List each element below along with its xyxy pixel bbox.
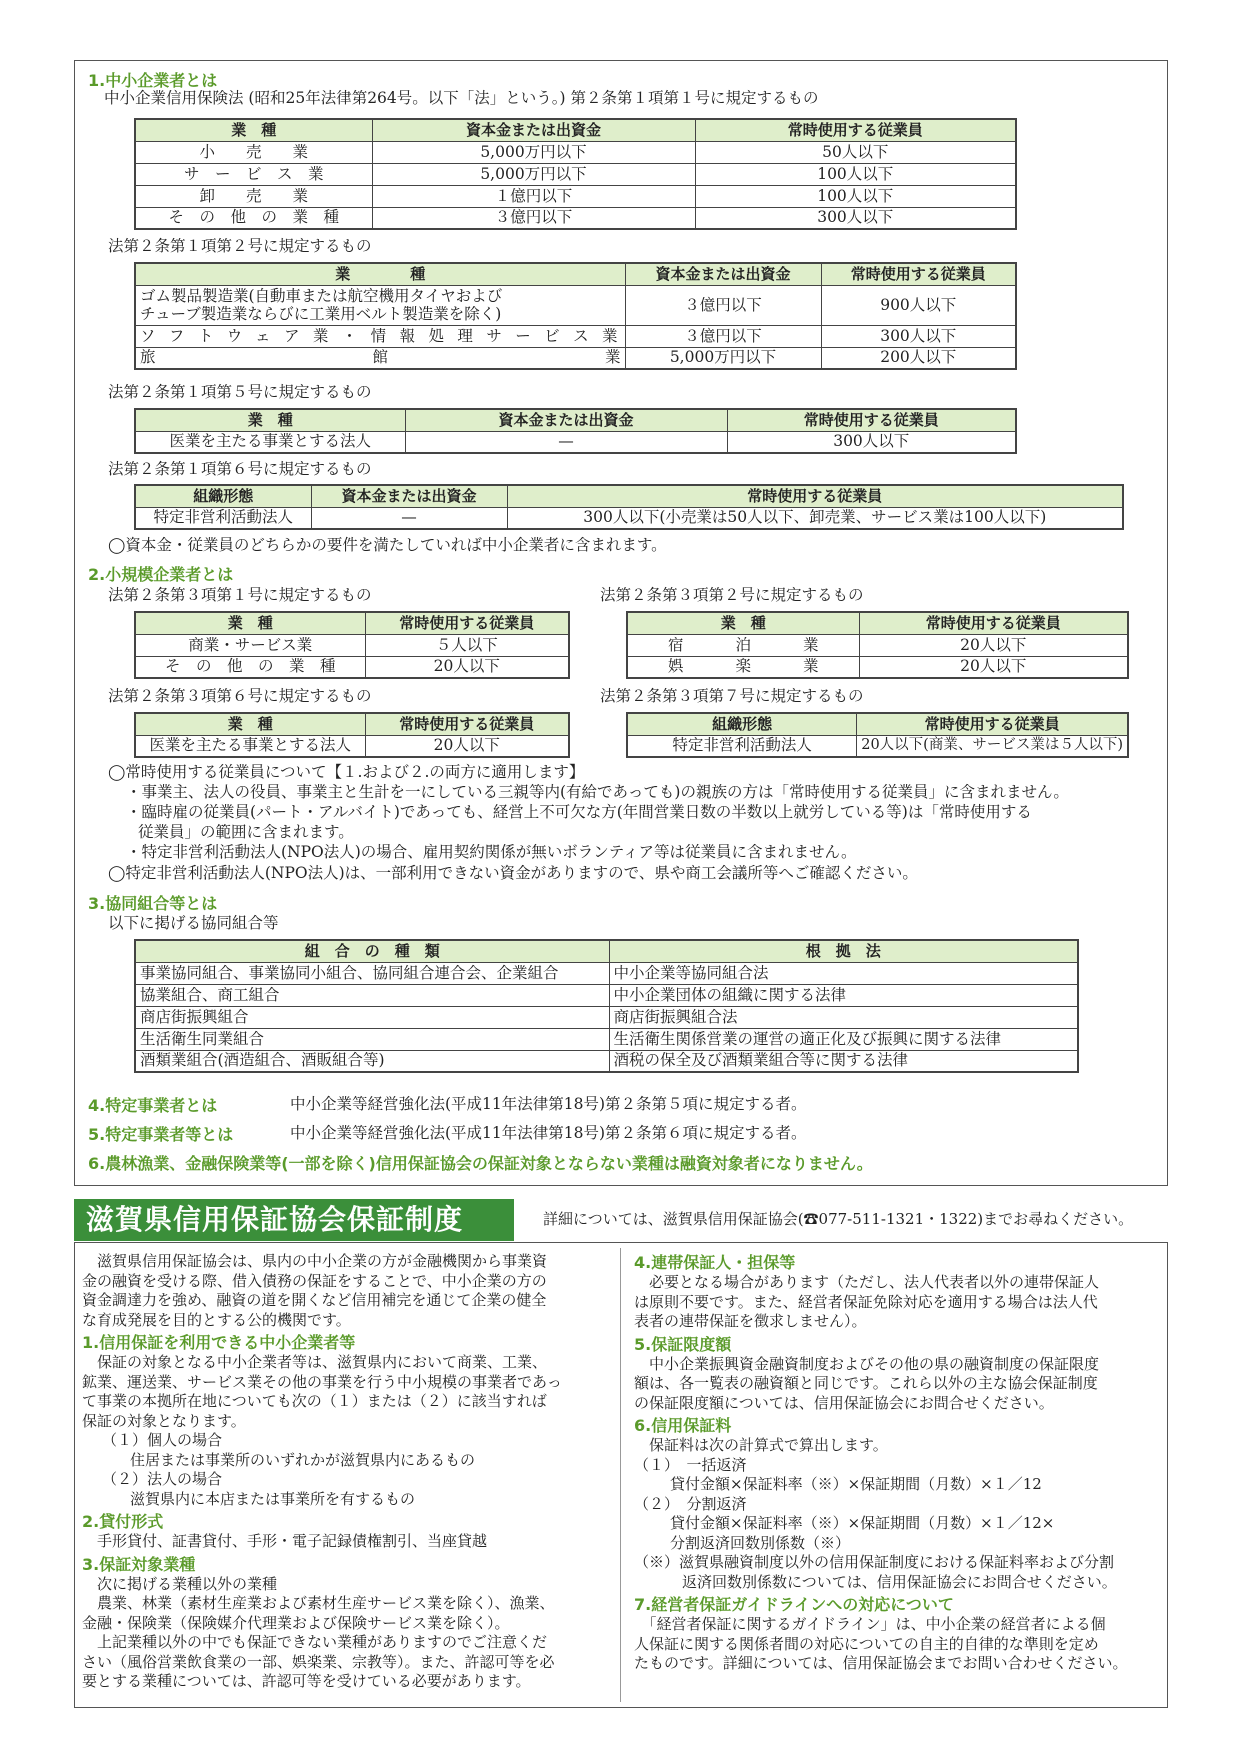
intro-line: な育成発展を目的とする公的機関です。 <box>82 1310 351 1329</box>
body-line: （２） 分割返済 <box>634 1494 747 1513</box>
cell: 商業・サービス業 <box>135 634 365 656</box>
table-1-2 <box>134 262 1017 370</box>
table-2-a <box>134 611 570 679</box>
left-heading-3: 3.保証対象業種 <box>82 1554 196 1574</box>
cell: 50人以下 <box>695 141 1016 163</box>
th: 業 種 <box>135 263 625 285</box>
table-row <box>135 984 1078 1006</box>
cell: 300人以下 <box>727 431 1016 453</box>
body-line: 「経営者保証に関するガイドライン」は、中小企業の経営者による個 <box>634 1615 1106 1633</box>
cell: 100人以下 <box>695 185 1016 207</box>
table-row <box>135 325 1016 347</box>
body-line: さい（風俗営業飲食業の一部、娯楽業、宗教等）。また、許認可等を必 <box>82 1652 555 1671</box>
section-3-title: 3.協同組合等とは <box>88 894 218 913</box>
table-row <box>135 185 1016 207</box>
right-column <box>634 1250 1162 1674</box>
cell: 20人以下 <box>859 634 1128 656</box>
employee-note-2b: 従業員」の範囲に含まれます。 <box>138 823 354 841</box>
th: 業 種 <box>135 612 365 634</box>
th: 業 種 <box>135 409 405 431</box>
body-line: 金融・保険業（保険媒介代理業および保険サービス業を除く）。 <box>82 1613 510 1632</box>
sub-1-6: 法第２条第１項第６号に規定するもの <box>108 460 372 478</box>
body-line: （１）個人の場合 <box>102 1431 223 1449</box>
th: 組織形態 <box>135 485 311 507</box>
cell: 小 売 業 <box>135 141 372 163</box>
cell: — <box>311 507 507 529</box>
intro-line: 金の融資を受ける際、借入債務の保証をすることで、中小企業の方の <box>82 1271 547 1290</box>
table-row <box>135 347 1016 369</box>
cell: 20人以下(商業、サービス業は５人以下) <box>857 735 1128 757</box>
left-heading-1: 1.信用保証を利用できる中小企業者等 <box>82 1333 356 1352</box>
table-2-c <box>134 712 570 758</box>
cell: ３億円以下 <box>372 207 695 229</box>
body-line: 返済回数別係数については、信用保証協会にお問合せください。 <box>682 1572 1117 1591</box>
cell: 特定非営利活動法人 <box>135 507 311 529</box>
body-line: 保証の対象となる中小企業者等は、滋賀県内において商業、工業、 <box>82 1353 548 1371</box>
cell: 宿泊業 <box>627 634 859 656</box>
body-line: 次に掲げる業種以外の業種 <box>82 1574 278 1593</box>
section-3-intro: 以下に掲げる協同組合等 <box>108 914 279 932</box>
cell: ３億円以下 <box>625 325 821 347</box>
table-1-5 <box>134 408 1017 454</box>
body-line: て事業の本拠所在地についても次の（１）または（２）に該当すれば <box>82 1392 547 1410</box>
left-column <box>82 1252 610 1692</box>
right-heading-6: 6.信用保証料 <box>634 1416 732 1435</box>
section-1-note: ◯資本金・従業員のどちらかの要件を満たしていれば中小企業者に含まれます。 <box>108 536 667 554</box>
cell: サ ー ビ ス 業 <box>135 163 372 185</box>
sub-1-5: 法第２条第１項第５号に規定するもの <box>108 383 372 401</box>
body-line: たものです。詳細については、信用保証協会までお問い合わせください。 <box>634 1654 1128 1672</box>
table-row <box>627 735 1128 757</box>
cell: 酒税の保全及び酒類業組合等に関する法律 <box>609 1050 1078 1072</box>
table-row <box>135 962 1078 984</box>
body-line: （１） 一括返済 <box>634 1455 747 1474</box>
cell-line: ゴム製品製造業(自動車または航空機用タイヤおよび <box>140 287 503 305</box>
cell: 5,000万円以下 <box>372 163 695 185</box>
cell: 100人以下 <box>695 163 1016 185</box>
th: 資本金または出資金 <box>625 263 821 285</box>
th: 業 種 <box>135 713 365 735</box>
table-row <box>135 507 1123 529</box>
cell: 5,000万円以下 <box>625 347 821 369</box>
cell: 協業組合、商工組合 <box>135 984 609 1006</box>
right-heading-4: 4.連帯保証人・担保等 <box>634 1253 796 1272</box>
body-line: は原則不要です。また、経営者保証免除対応を適用する場合は法人代 <box>634 1292 1098 1311</box>
guarantee-system-banner: 滋賀県信用保証協会保証制度 <box>74 1199 514 1241</box>
body-line: の保証限度額については、信用保証協会にお問合せください。 <box>634 1393 1054 1412</box>
body-line: 貸付金額×保証料率（※）×保証期間（月数）×１／12× <box>670 1514 1055 1532</box>
th: 常時使用する従業員 <box>821 263 1016 285</box>
section-4-title: 4.特定事業者とは <box>88 1096 218 1115</box>
table-row <box>135 735 569 757</box>
cell: 特定非営利活動法人 <box>627 735 857 757</box>
cell: 中小企業団体の組織に関する法律 <box>609 984 1078 1006</box>
cell: 20人以下 <box>859 656 1128 678</box>
cell: 300人以下 <box>695 207 1016 229</box>
body-line: 人保証に関する関係者間の対応についての自主的自律的な準則を定め <box>634 1634 1099 1653</box>
employee-note-1: ・事業主、法人の役員、事業主と生計を一にしている三親等内(有給であっても)の親族の方は「常時使用する従業員」に含まれません。 <box>126 783 1069 801</box>
body-line: （２）法人の場合 <box>102 1470 223 1488</box>
table-row <box>135 1006 1078 1028</box>
body-line: 上記業種以外の中でも保証できない業種がありますのでご注意くだ <box>82 1633 548 1651</box>
npo-note: ◯特定非営利活動法人(NPO法人)は、一部利用できない資金がありますので、県や商工会議所等へご確認ください。 <box>108 864 918 882</box>
section-5-title: 5.特定事業者等とは <box>88 1125 234 1144</box>
body-line: 保証料は次の計算式で算出します。 <box>634 1436 888 1454</box>
cell: ５人以下 <box>365 634 569 656</box>
intro-line: 資金調達力を強め、融資の道を開くなど信用補完を通じて企業の健全 <box>82 1291 547 1309</box>
cell: 200人以下 <box>821 347 1016 369</box>
body-line: 貸付金額×保証料率（※）×保証期間（月数）×１／12 <box>670 1475 1042 1493</box>
section-4-text: 中小企業等経営強化法(平成11年法律第18号)第２条第５項に規定する者。 <box>290 1095 807 1113</box>
th: 資本金または出資金 <box>311 485 507 507</box>
cell: １億円以下 <box>372 185 695 207</box>
sub-2-d: 法第２条第３項第７号に規定するもの <box>600 687 864 705</box>
body-line: （※）滋賀県融資制度以外の信用保証制度における保証料率および分割 <box>634 1553 1115 1571</box>
cell: 生活衛生同業組合 <box>135 1028 609 1050</box>
body-line: 要とする業種については、許認可等を受けている必要があります。 <box>82 1672 531 1690</box>
cell: 卸 売 業 <box>135 185 372 207</box>
body-line: 表者の連帯保証を徴求しません）。 <box>634 1312 867 1330</box>
th: 常時使用する従業員 <box>857 713 1128 735</box>
section-1-intro: 中小企業信用保険法 (昭和25年法律第264号。以下「法」という。) 第２条第１項第１号に規定するもの <box>104 89 819 107</box>
table-row <box>135 431 1016 453</box>
right-heading-5: 5.保証限度額 <box>634 1334 732 1354</box>
cell: 900人以下 <box>821 285 1016 325</box>
cell-line: チューブ製造業ならびに工業用ベルト製造業を除く) <box>140 305 502 323</box>
table-row <box>135 141 1016 163</box>
sub-2-a: 法第２条第３項第１号に規定するもの <box>108 586 372 604</box>
body-line: 額は、各一覧表の融資額と同じです。これら以外の主な協会保証制度 <box>634 1374 1098 1392</box>
cell: 生活衛生関係営業の運営の適正化及び振興に関する法律 <box>609 1028 1078 1050</box>
cell: ソフトウェア業・情報処理サービス業 <box>135 325 625 347</box>
table-row <box>135 163 1016 185</box>
table-2-b <box>626 611 1129 679</box>
banner-contact: 詳細については、滋賀県信用保証協会(☎077-511-1321・1322)までお尋ねください。 <box>543 1210 1134 1228</box>
th: 常時使用する従業員 <box>365 612 569 634</box>
table-1-6 <box>134 484 1124 530</box>
th: 業 種 <box>135 119 372 141</box>
th: 常時使用する従業員 <box>695 119 1016 141</box>
body-line: 中小企業振興資金融資制度およびその他の県の融資制度の保証限度 <box>634 1354 1100 1373</box>
cell: 300人以下(小売業は50人以下、卸売業、サービス業は100人以下) <box>507 507 1123 529</box>
cell: 5,000万円以下 <box>372 141 695 163</box>
cell: 医業を主たる事業とする法人 <box>135 735 365 757</box>
body-line: 保証の対象となります。 <box>82 1411 246 1430</box>
cell: 娯楽業 <box>627 656 859 678</box>
table-row <box>135 1050 1078 1072</box>
th: 常時使用する従業員 <box>859 612 1128 634</box>
body-line: 住居または事業所のいずれかが滋賀県内にあるもの <box>130 1450 476 1469</box>
table-row <box>135 634 569 656</box>
th: 資本金または出資金 <box>372 119 695 141</box>
cell: 旅館業 <box>135 347 625 369</box>
employee-note-title: ◯常時使用する従業員について【１.および２.の両方に適用します】 <box>108 763 585 781</box>
cell: 商店街振興組合法 <box>609 1006 1078 1028</box>
th: 常時使用する従業員 <box>507 485 1123 507</box>
th: 組 合 の 種 類 <box>135 940 609 962</box>
column-divider <box>620 1248 621 1702</box>
section-1-title: 1.中小企業者とは <box>88 71 218 90</box>
cell: 20人以下 <box>365 656 569 678</box>
employee-note-3: ・特定非営利活動法人(NPO法人)の場合、雇用契約関係が無いボランティア等は従業員に含まれません。 <box>126 843 857 861</box>
cell: そ の 他 の 業 種 <box>135 656 365 678</box>
table-3 <box>134 939 1079 1073</box>
employee-note-2: ・臨時雇の従業員(パート・アルバイト)であっても、経営上不可欠な方(年間営業日数の半数以上就労している等)は「常時使用する <box>126 803 1032 821</box>
table-1-1 <box>134 118 1017 230</box>
sub-1-2: 法第２条第１項第２号に規定するもの <box>108 237 372 255</box>
body-line: 必要となる場合があります（ただし、法人代表者以外の連帯保証人 <box>634 1273 1100 1291</box>
table-row <box>135 656 569 678</box>
left-heading-2: 2.貸付形式 <box>82 1512 164 1531</box>
th: 根 拠 法 <box>609 940 1078 962</box>
table-row <box>135 207 1016 229</box>
cell: 医業を主たる事業とする法人 <box>135 431 405 453</box>
th: 常時使用する従業員 <box>365 713 569 735</box>
cell: 事業協同組合、事業協同小組合、協同組合連合会、企業組合 <box>135 962 609 984</box>
intro-line: 滋賀県信用保証協会は、県内の中小企業の方が金融機関から事業資 <box>82 1252 548 1270</box>
section-6-title: 6.農林漁業、金融保険業等(一部を除く)信用保証協会の保証対象とならない業種は融資対象者になりません。 <box>88 1154 873 1173</box>
cell: 商店街振興組合 <box>135 1006 609 1028</box>
sub-2-b: 法第２条第３項第２号に規定するもの <box>600 586 864 604</box>
th: 常時使用する従業員 <box>727 409 1016 431</box>
cell: そ の 他 の 業 種 <box>135 207 372 229</box>
table-row <box>627 656 1128 678</box>
sub-2-c: 法第２条第３項第６号に規定するもの <box>108 687 372 705</box>
table-2-d <box>626 712 1129 758</box>
section-2-title: 2.小規模企業者とは <box>88 565 234 584</box>
th: 組織形態 <box>627 713 857 735</box>
table-row <box>627 634 1128 656</box>
body-line: 鉱業、運送業、サービス業その他の事業を行う中小規模の事業者であっ <box>82 1372 562 1391</box>
table-row <box>135 285 1016 325</box>
table-row <box>135 1028 1078 1050</box>
body-line: 滋賀県内に本店または事業所を有するもの <box>130 1489 416 1508</box>
cell: — <box>405 431 727 453</box>
cell: 中小企業等協同組合法 <box>609 962 1078 984</box>
body-line: 分割返済回数別係数（※） <box>670 1533 851 1552</box>
section-5-text: 中小企業等経営強化法(平成11年法律第18号)第２条第６項に規定する者。 <box>290 1124 807 1142</box>
cell: 酒類業組合(酒造組合、酒販組合等) <box>135 1050 609 1072</box>
cell: 20人以下 <box>365 735 569 757</box>
cell: ３億円以下 <box>625 285 821 325</box>
cell: 300人以下 <box>821 325 1016 347</box>
th: 資本金または出資金 <box>405 409 727 431</box>
th: 業 種 <box>627 612 859 634</box>
body-line: 手形貸付、証書貸付、手形・電子記録債権割引、当座貸越 <box>82 1532 488 1550</box>
body-line: 農業、林業（素材生産業および素材生産サービス業を除く）、漁業、 <box>82 1594 555 1612</box>
right-heading-7: 7.経営者保証ガイドラインへの対応について <box>634 1595 954 1614</box>
